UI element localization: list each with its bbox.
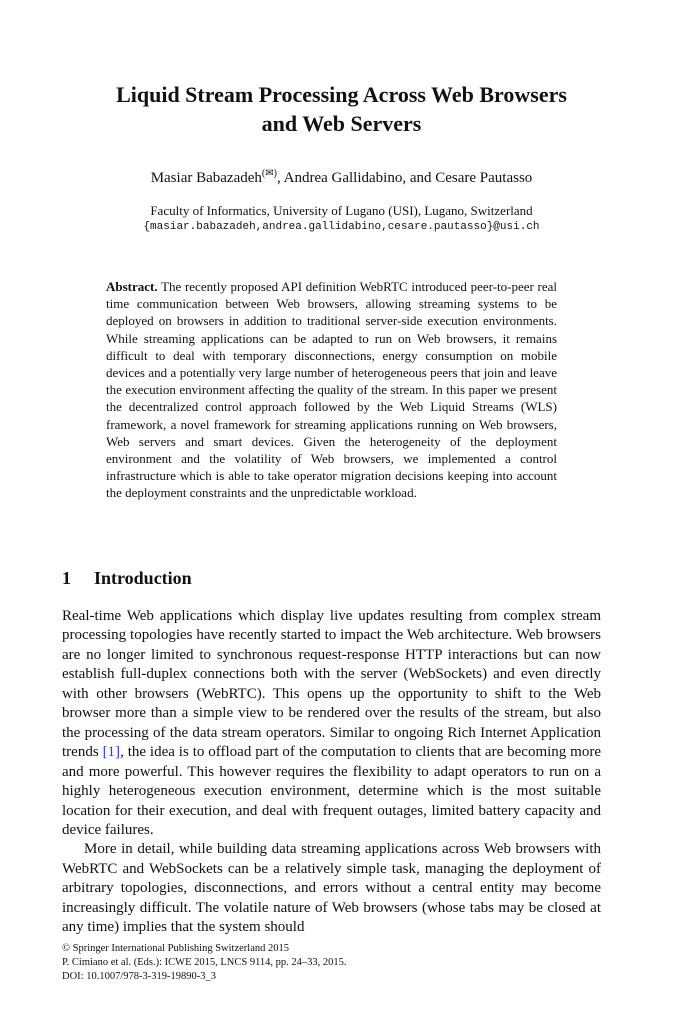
- paper-title: [40, 80, 643, 138]
- section-title: Introduction: [94, 568, 192, 588]
- copyright-line: © Springer International Publishing Switzerland 2015: [62, 943, 289, 954]
- intro-p1-text-b: , the idea is to offload part of the computation to clients that are becoming more and more powerful. This however requires the flexibility to adapt operators to run on a highly heterogeneous execution environment, determine which is the most suitable location for their execution, and deal with frequent outages, limited battery capacity and device failures.: [62, 744, 601, 838]
- abstract-label: Abstract.: [106, 279, 158, 294]
- author-first: Masiar Babazadeh: [150, 170, 262, 186]
- intro-paragraph-2: More in detail, while building data streaming applications across Web browsers with WebRTC and WebSockets can be a relatively simple task, managing the deployment of arbitrary topologies, disconnections, and errors without a central entity may become increasingly difficult. The volatile nature of Web browsers (whose tabs may be closed at any time) implies that the system should: [62, 841, 601, 936]
- author-list: [40, 168, 643, 188]
- abstract-text: The recently proposed API definition WebRTC introduced peer-to-peer real time communication between Web browsers, allowing streaming systems to be deployed on browsers in addition to traditional server-side execution environments. While streaming applications can be adapted to run on Web browsers, it remains difficult to deal with temporary disconnections, energy consumption on mobile devices and a potentially very large number of heterogeneous peers that join and leave the execution environment affecting the quality of the stream. In this paper we present the decentralized control approach followed by the Web Liquid Streams (WLS) framework, a novel framework for streaming applications running on Web browsers, Web servers and smart devices. Given the heterogeneity of the deployment environment and the volatility of Web browsers, we implemented a control infrastructure which is able to take operator migration decisions keeping into account the deployment constraints and the unpredictable workload.: [106, 279, 557, 501]
- citation-line: P. Cimiano et al. (Eds.): ICWE 2015, LNCS 9114, pp. 24–33, 2015.: [62, 957, 347, 968]
- title-line-2: and Web Servers: [261, 111, 422, 136]
- section-number: 1: [62, 568, 71, 588]
- intro-p1-text-a: Real-time Web applications which display live updates resulting from complex stream processing topologies have recently started to impact the Web architecture. Web browsers are no longer limited to synchronous request-response HTTP interactions but can now establish full-duplex connections both with the server (WebSockets) and even directly with other browsers (WebRTC). This opens up the opportunity to shift to the Web browser more than a simple view to be rendered over the results of the stream, but also the processing of the data stream operators. Similar to ongoing Rich Internet Application trends: [62, 608, 601, 761]
- corresponding-author-envelope-icon: (✉): [261, 168, 277, 179]
- publication-footer: [62, 942, 622, 984]
- title-line-1: Liquid Stream Processing Across Web Browsers: [116, 82, 567, 107]
- section-heading: [62, 566, 192, 590]
- affiliation: Faculty of Informatics, University of Lugano (USI), Lugano, Switzerland: [150, 203, 533, 218]
- introduction-body: [62, 607, 601, 938]
- doi-line: DOI: 10.1007/978-3-319-19890-3_3: [62, 971, 216, 982]
- intro-paragraph-1: [62, 607, 601, 840]
- author-emails: {masiar.babazadeh,andrea.gallidabino,cesare.pautasso}@usi.ch: [143, 221, 540, 233]
- author-rest: , Andrea Gallidabino, and Cesare Pautasso: [276, 170, 533, 186]
- abstract: [106, 278, 557, 502]
- citation-link[interactable]: [1]: [102, 744, 121, 761]
